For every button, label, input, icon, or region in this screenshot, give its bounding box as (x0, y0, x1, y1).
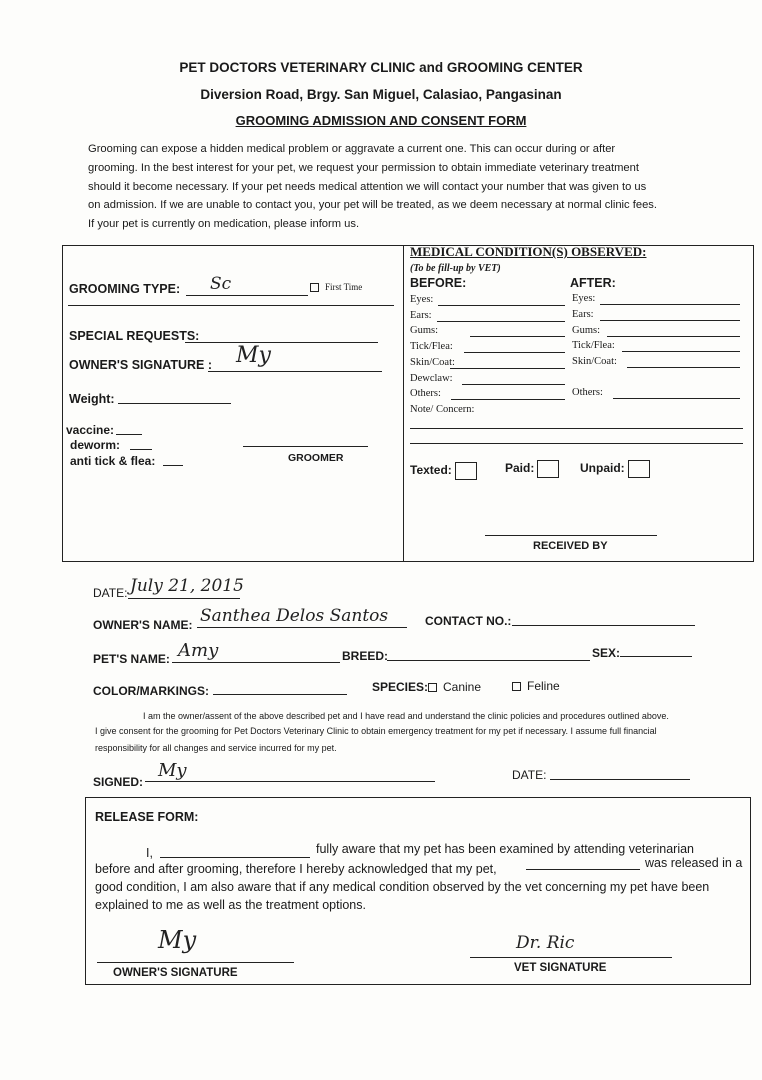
unpaid-field[interactable] (580, 460, 650, 478)
intro-line-1: Grooming can expose a hidden medical problem or aggravate a current one. This can occur during or after (88, 143, 616, 155)
grooming-type-value[interactable]: Sc (210, 274, 232, 294)
date-line (128, 598, 240, 599)
medical-subtitle: (To be fill-up by VET) (410, 263, 501, 274)
color-markings-line[interactable] (213, 694, 347, 695)
special-requests-line[interactable] (185, 342, 378, 343)
intro-line-4: on admission. If we are unable to contact you, your pet will be treated, as we deem necessary at normal clinic fees. (88, 199, 657, 211)
owner-name-value[interactable]: Santhea Delos Santos (200, 606, 389, 626)
canine-label: Canine (443, 680, 482, 694)
sex-label: SEX: (592, 646, 621, 660)
medical-title: MEDICAL CONDITION(S) OBSERVED: (410, 244, 647, 259)
paid-field[interactable] (505, 460, 559, 478)
consent-date-label: DATE: (512, 768, 547, 782)
owner-name-line (197, 627, 407, 628)
signed-value[interactable]: My (158, 760, 187, 781)
before-item-line[interactable] (464, 352, 565, 353)
canine-checkbox[interactable] (428, 683, 437, 692)
after-item-label: Skin/Coat: (572, 356, 617, 367)
breed-label: BREED: (342, 649, 389, 663)
before-item-line[interactable] (450, 368, 565, 369)
intro-line-3: should it become necessary. If your pet needs medical attention we will contact your number that was given to us (88, 181, 647, 193)
before-item-label: Tick/Flea: (410, 341, 453, 352)
intro-line-2: grooming. In the best interest for your pet, we request your permission to obtain immediate veterinary treatment (88, 162, 639, 174)
release-owner-signature-line (97, 962, 294, 963)
deworm-line[interactable] (130, 449, 152, 450)
pet-name-line (172, 662, 340, 663)
panel-divider (403, 245, 404, 562)
vet-signature-line (470, 957, 672, 958)
before-item-label: Dewclaw: (410, 373, 453, 384)
consent-line-2: I give consent for the grooming for Pet Doctors Veterinary Clinic to obtain emergency treatment for my pet if necessary. I assume full financial (95, 726, 657, 736)
vaccine-label: vaccine: (66, 423, 115, 437)
release-owner-signature-label: OWNER'S SIGNATURE (113, 967, 238, 979)
release-owner-signature-value[interactable]: My (158, 926, 197, 954)
note-line-2[interactable] (410, 443, 743, 444)
before-item-line[interactable] (462, 384, 565, 385)
deworm-label: deworm: (70, 438, 121, 452)
vaccine-line[interactable] (116, 434, 142, 435)
texted-checkbox[interactable] (455, 462, 477, 480)
release-text-2a: before and after grooming, therefore I hereby acknowledged that my pet, (95, 862, 497, 876)
owner-name-label: OWNER'S NAME: (93, 618, 193, 632)
release-pet-line[interactable] (526, 869, 640, 870)
after-item-line[interactable] (622, 351, 740, 352)
paid-checkbox[interactable] (537, 460, 559, 478)
owner-signature-label: OWNER'S SIGNATURE : (69, 358, 213, 372)
after-item-label: Others: (572, 387, 603, 398)
received-by-line[interactable] (485, 535, 657, 536)
feline-checkbox[interactable] (512, 682, 521, 691)
breed-line[interactable] (387, 660, 590, 661)
vet-signature-value[interactable]: Dr. Ric (516, 933, 575, 953)
after-item-label: Gums: (572, 325, 601, 336)
species-label: SPECIES: (372, 680, 429, 694)
release-text-2b: was released in a (645, 856, 743, 870)
sex-line[interactable] (620, 656, 692, 657)
before-item-label: Ears: (410, 310, 432, 321)
after-label: AFTER: (570, 276, 616, 290)
before-label: BEFORE: (410, 276, 467, 290)
clinic-name: PET DOCTORS VETERINARY CLINIC and GROOMING CENTER (179, 60, 583, 75)
after-item-line[interactable] (600, 320, 740, 321)
signed-label: SIGNED: (93, 775, 144, 789)
before-item-label: Gums: (410, 325, 439, 336)
after-item-line[interactable] (613, 398, 740, 399)
first-time-label: First Time (325, 282, 363, 292)
release-title: RELEASE FORM: (95, 810, 199, 824)
grooming-extra-line (68, 305, 394, 306)
anti-tick-label: anti tick & flea: (70, 454, 156, 468)
consent-line-3: responsibility for all changes and service incurred for my pet. (95, 743, 337, 753)
special-requests-label: SPECIAL REQUESTS: (69, 329, 200, 343)
owner-signature-line (208, 371, 382, 372)
pet-name-label: PET'S NAME: (93, 652, 170, 666)
clinic-address: Diversion Road, Brgy. San Miguel, Calasiao, Pangasinan (200, 87, 562, 102)
intro-line-5: If your pet is currently on medication, please inform us. (88, 218, 360, 230)
unpaid-label: Unpaid: (580, 461, 625, 476)
first-time-checkbox[interactable] (310, 283, 319, 292)
after-item-label: Tick/Flea: (572, 340, 615, 351)
vet-signature-label: VET SIGNATURE (514, 962, 607, 974)
before-item-line[interactable] (451, 399, 565, 400)
contact-line[interactable] (512, 625, 695, 626)
owner-signature-value[interactable]: My (236, 343, 271, 368)
grooming-type-line (186, 295, 308, 296)
after-item-line[interactable] (607, 336, 740, 337)
before-item-label: Others: (410, 388, 441, 399)
signed-line (145, 781, 435, 782)
consent-date-line[interactable] (550, 779, 690, 780)
grooming-type-label: GROOMING TYPE: (69, 282, 181, 296)
weight-line[interactable] (118, 403, 231, 404)
after-item-label: Eyes: (572, 293, 596, 304)
texted-label: Texted: (410, 463, 452, 478)
consent-line-1: I am the owner/assent of the above described pet and I have read and understand the clinic policies and procedures outlined above. (143, 711, 669, 721)
weight-label: Weight: (69, 392, 115, 406)
form-title: GROOMING ADMISSION AND CONSENT FORM (235, 113, 527, 128)
texted-field[interactable] (410, 462, 477, 480)
received-by-label: RECEIVED BY (533, 540, 608, 552)
after-item-line[interactable] (600, 304, 740, 305)
groomer-signature-line[interactable] (243, 446, 368, 447)
before-item-line[interactable] (437, 321, 565, 322)
note-concern-label: Note/ Concern: (410, 404, 475, 415)
unpaid-checkbox[interactable] (628, 460, 650, 478)
release-i-label: I, (146, 846, 153, 860)
before-item-label: Eyes: (410, 294, 434, 305)
feline-option[interactable] (512, 679, 560, 693)
release-text-4: explained to me as well as the treatment options. (95, 898, 366, 912)
note-line-1[interactable] (410, 428, 743, 429)
release-text-1: fully aware that my pet has been examined by attending veterinarian (316, 842, 695, 856)
release-name-line[interactable] (160, 857, 310, 858)
pet-name-value[interactable]: Amy (178, 640, 219, 661)
before-item-line[interactable] (438, 305, 565, 306)
after-item-line[interactable] (627, 367, 740, 368)
contact-label: CONTACT NO.: (425, 614, 512, 628)
first-time-checkbox-wrap[interactable] (310, 282, 362, 292)
date-value[interactable]: July 21, 2015 (130, 576, 244, 596)
color-markings-label: COLOR/MARKINGS: (93, 684, 209, 698)
before-item-label: Skin/Coat: (410, 357, 455, 368)
paid-label: Paid: (505, 461, 535, 476)
after-item-label: Ears: (572, 309, 594, 320)
feline-label: Feline (527, 679, 560, 693)
anti-tick-line[interactable] (163, 465, 183, 466)
before-item-line[interactable] (470, 336, 565, 337)
groomer-label: GROOMER (288, 452, 344, 464)
canine-option[interactable] (428, 680, 481, 694)
release-text-3: good condition, I am also aware that if any medical condition observed by the vet concerning my pet have been (95, 880, 710, 894)
date-label: DATE: (93, 586, 128, 600)
